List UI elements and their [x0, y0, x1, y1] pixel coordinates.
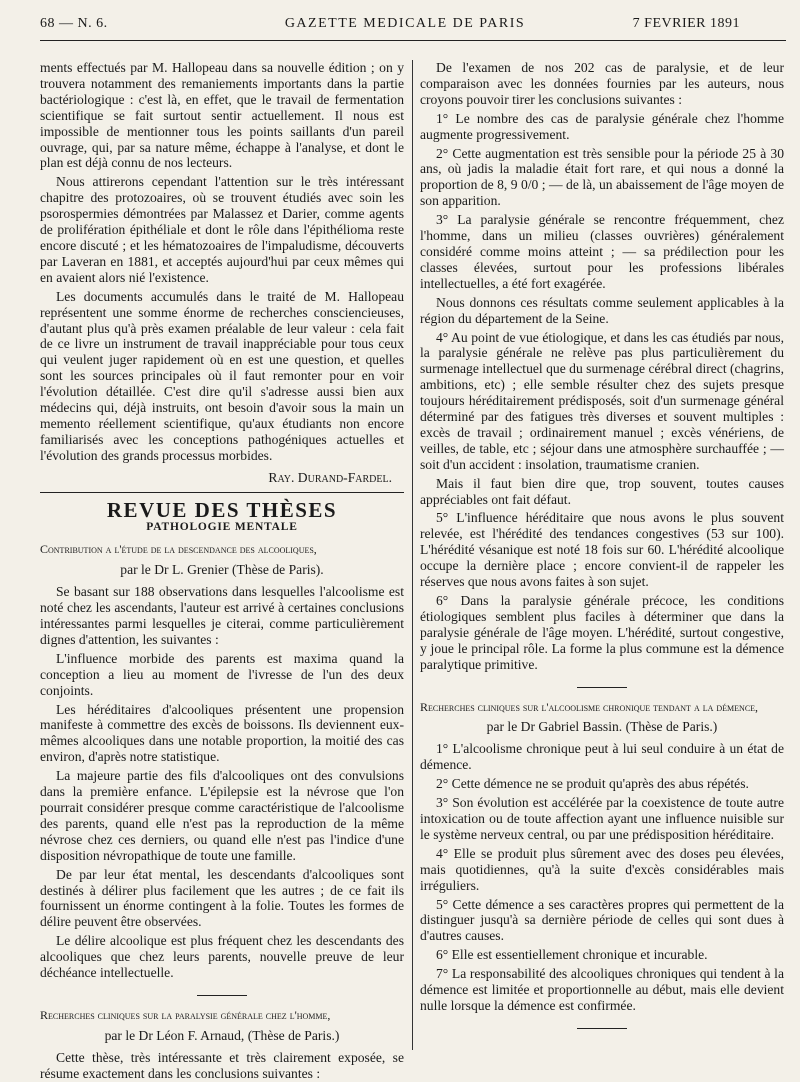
section-divider: [40, 492, 404, 493]
review-paragraph: ments effectués par M. Hallopeau dans sa nouvelle édition ; on y trouvera notamment des remaniements importants dans la partie bactériologique : c'est là, en effet, que le travail de fermentation scientifique se fait surtout sentir actuellement. Il nous est impossible de mentionner tous les points saillants d'un pareil ouvrage, qui, par sa nature même, échappe à l'analyse, et dont le plan est déjà connu de nos lecteurs.: [40, 60, 404, 171]
short-divider: [577, 1028, 627, 1029]
conclusion-paragraph: 4° Au point de vue étiologique, et dans les cas étudiés par nous, la paralysie générale ne relève pas plus particulièrement du surmenage intellectuel que du surmenage cérébral direct (chagrins, ambitions, etc) ; elle semble résulter chez des sujets presque toujours héréditairement prédisposés, soit d'un surmenage général déterminé par des fatigues très diverses et souvent multiples : excès de travail ; ordinairement manuel ; excès vénériens, de veilles, de table, etc ; séjour dans une atmosphère surchauffée ; — soit d'un accident : insolation, traumatisme cranien.: [420, 329, 784, 472]
short-divider: [197, 995, 247, 996]
thesis-paragraph: Le délire alcoolique est plus fréquent chez les descendants des alcooliques que chez leurs parents, nouvelle preuve de leur déchéance intellectuelle.: [40, 933, 404, 981]
thesis-paragraph: La majeure partie des fils d'alcooliques ont des convulsions dans la première enfance. L'épilepsie est la névrose que l'on pourrait considérer presque comme caractéristique de l'alcoolisme des parents, quand elle n'est pas la reproduction de la même névrose chez ces derniers, ou quand elle n'est pas l'indice d'une disposition névropathique de toute une famille.: [40, 768, 404, 863]
thesis-author: par le Dr L. Grenier (Thèse de Paris).: [120, 562, 324, 578]
thesis-author: par le Dr Léon F. Arnaud, (Thèse de Paris.): [104, 1027, 340, 1043]
conclusion-paragraph: 3° La paralysie générale se rencontre fréquemment, chez l'homme, dans un milieu (classes ouvrières) généralement considéré comme moins atteint ; — sa prédilection pour les classes élevées, surtout pour les professions libérales intellectuelles, a été fort exagérée.: [420, 212, 784, 291]
conclusion-paragraph: 6° Dans la paralysie générale précoce, les conditions étiologiques semblent plus faciles à déterminer que dans la paralysie générale de l'âge moyen. L'hérédité, surtout congestive, y joue le principal rôle. La forme la plus commune est la démence paralytique primitive.: [420, 593, 784, 672]
thesis-paragraph: Se basant sur 188 observations dans lesquelles l'alcoolisme est noté chez les ascendants, l'auteur est arrivé à certaines conclusions intéressantes parmi lesquelles je citerai, comme particulièrement dignes d'attention, les suivantes :: [40, 584, 404, 647]
conclusion-paragraph: 3° Son évolution est accélérée par la coexistence de toute autre intoxication ou de toute affection ayant une influence nuisible sur le système nerveux central, ou par une prédisposition héréditaire.: [420, 795, 784, 842]
conclusion-paragraph: 1° Le nombre des cas de paralysie générale chez l'homme augmente progressivement.: [420, 110, 784, 142]
short-divider: [577, 687, 627, 688]
thesis-title: Contribution a l'étude de la descendance des alcooliques,: [40, 542, 317, 557]
conclusion-paragraph: De l'examen de nos 202 cas de paralysie, et de leur comparaison avec les données fournies par les auteurs, nous croyons pouvoir tirer les conclusions suivantes :: [420, 60, 784, 107]
journal-title: GAZETTE MEDICALE DE PARIS: [284, 16, 526, 31]
page-header: [40, 10, 770, 36]
section-subtitle: PATHOLOGIE MENTALE: [146, 521, 298, 534]
thesis-author: par le Dr Gabriel Bassin. (Thèse de Paris.): [486, 719, 718, 735]
issue-date: 7 FEVRIER 1891: [632, 16, 740, 31]
thesis-title: Recherches cliniques sur l'alcoolisme chronique tendant a la démence,: [420, 699, 759, 714]
conclusion-paragraph: 5° L'influence héréditaire que nous avons le plus souvent relevée, est l'hérédité des tendances congestives (53 sur 100). L'hérédité vésanique est noté 18 fois sur 60. L'hérédité alcoolique occupe la dernière place ; encore convient-il de rappeler les réserves que nous avons faites à son sujet.: [420, 510, 784, 590]
conclusion-paragraph: 1° L'alcoolisme chronique peut à lui seul conduire à un état de démence.: [420, 741, 784, 773]
left-column: [40, 60, 404, 1081]
conclusion-paragraph: Mais il faut bien dire que, trop souvent, toutes causes appréciables ont fait défaut.: [420, 475, 784, 507]
thesis-paragraph: Les héréditaires d'alcooliques présentent une propension manifeste à commettre des excès de boissons. Ils deviennent eux-mêmes alcooliques dans une notable proportion, la moitié des cas environ, d'après notre statistique.: [40, 701, 404, 765]
review-paragraph: Nous attirerons cependant l'attention sur le très intéressant chapitre des protozoaires, où se trouvent étudiés avec soin les psorospermies démontrées par Malassez et Darier, comme agents de prolifération épithéliale et dont le rôle dans l'épithélioma reste encore discuté ; et les hématozoaires de l'impaludisme, découverts par Laveran en 1881, et acceptés aujourd'hui par ceux mêmes qui en avaient alors nié l'existence.: [40, 174, 404, 285]
conclusion-paragraph: 5° Cette démence a ses caractères propres qui permettent de la distinguer jusqu'à sa dernière période de celles qui sont dues à d'autres causes.: [420, 896, 784, 944]
conclusion-paragraph: 2° Cette démence ne se produit qu'après des abus répétés.: [436, 776, 749, 792]
column-divider: [412, 60, 413, 1050]
review-paragraph: Les documents accumulés dans le traité de M. Hallopeau représentent une somme énorme de recherches consciencieuses, d'autant plus qu'à près examen préalable de leur valeur : cela fait de ce livre un instrument de travail inappréciable pour tous ceux qui veulent juger rapidement où en est une question, et quelles sont les sources principales où il faut remonter pour en voir l'évolution détaillée. C'est dire qu'il s'adresse aussi bien aux médecins qui, déjà instruits, ont besoin d'avoir sous la main un memento réellement scientifique, qu'aux étudiants non encore familiarisés avec les conceptions pathogéniques actuelles et l'évolution des grands processus morbides.: [40, 288, 404, 463]
conclusion-paragraph: 6° Elle est essentiellement chronique et incurable.: [436, 947, 708, 963]
conclusion-paragraph: 2° Cette augmentation est très sensible pour la période 25 à 30 ans, où jadis la maladie était fort rare, et qui nous a donné la proportion de 8, 9 0/0 ; — de là, un abaissement de l'âge moyen de son apparition.: [420, 145, 784, 209]
thesis-paragraph: Cette thèse, très intéressante et très clairement exposée, se résume exactement dans les conclusions suivantes :: [40, 1049, 404, 1081]
conclusion-paragraph: 7° La responsabilité des alcooliques chroniques qui tendent à la démence est limitée et proportionnelle au début, mais elle devient nulle lorsque la démence est confirmée.: [420, 966, 784, 1013]
header-rule: [40, 40, 786, 41]
review-signature: Ray. Durand-Fardel.: [268, 469, 392, 485]
thesis-paragraph: De par leur état mental, les descendants d'alcooliques sont destinés à délirer plus facilement que les autres ; de ce fait ils fournissent un énorme contingent à la folie. Toutes les formes de délire peuvent être observées.: [40, 866, 404, 930]
right-column: [420, 60, 784, 1060]
conclusion-paragraph: Nous donnons ces résultats comme seulement applicables à la région du département de la Seine.: [420, 294, 784, 326]
conclusion-paragraph: 4° Elle se produit plus sûrement avec des doses peu élevées, mais quotidiennes, qu'à la suite d'excès considérables mais irréguliers.: [420, 845, 784, 893]
section-title: REVUE DES THÈSES: [106, 497, 338, 522]
thesis-paragraph: L'influence morbide des parents est maxima quand la conception a lieu au moment de l'ivresse de l'un des deux conjoints.: [40, 650, 404, 698]
page-number: 68 — N. 6.: [40, 16, 108, 31]
thesis-title: Recherches cliniques sur la paralysie générale chez l'homme,: [40, 1007, 331, 1022]
